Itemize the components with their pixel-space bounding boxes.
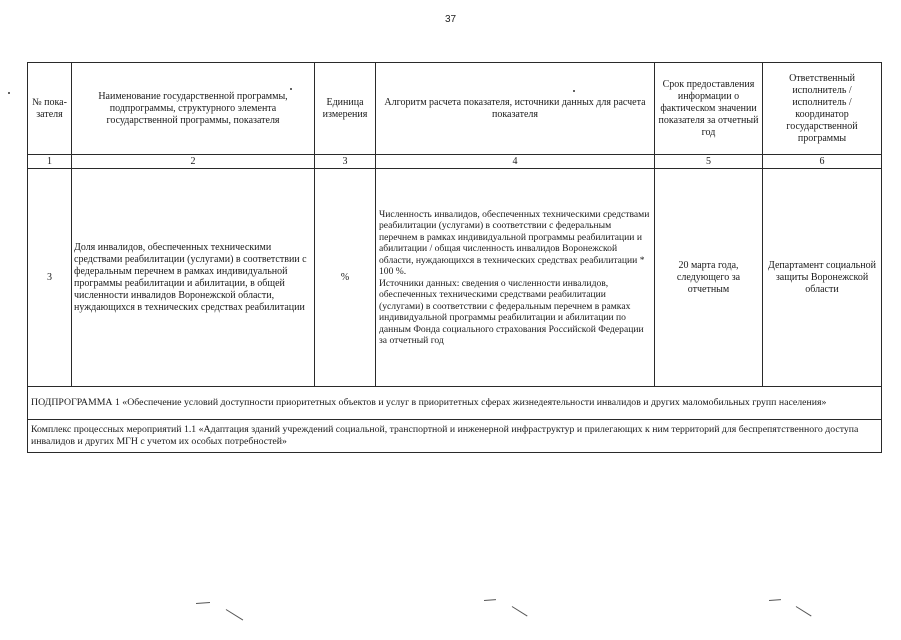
header-algorithm: Алгоритм расчета показателя, источники данных для расчета показателя: [376, 63, 655, 155]
indicator-responsible: Департамент социальной защиты Воронежской области: [763, 169, 882, 387]
indicator-unit: %: [315, 169, 376, 387]
complex-title: Комплекс процессных мероприятий 1.1 «Адаптация зданий учреждений социальной, транспортной и инженерной инфраструктур и прилегающих к ним территорий для беспрепятственного доступа инвалидов и других МГН с учетом их особых потребностей»: [28, 420, 882, 453]
column-number: 2: [72, 155, 315, 169]
column-number: 3: [315, 155, 376, 169]
column-number-row: [28, 155, 882, 169]
column-number: 1: [28, 155, 72, 169]
indicator-number: 3: [28, 169, 72, 387]
scan-artifact: [196, 602, 210, 604]
indicator-sources: Источники данных: сведения о численности инвалидов, обеспеченных техническими средствами реабилитации (услугами) в соответствии с федеральным перечнем в рамках индивидуальной программы реабилитации и абилитации по данным Фонда социального страхования Российской Федерации за отчетный год: [379, 277, 644, 346]
indicators-table: [27, 62, 882, 453]
indicator-algorithm: Численность инвалидов, обеспеченных техническими средствами реабилитации (услугами) в соответствии с федеральным перечнем в рамках индивидуальной программы реабилитации и абилитации / общая численность инвалидов Воронежской области, нуждающихся в технических средствах реабилитации * 100 %.: [379, 208, 650, 277]
indicator-name: Доля инвалидов, обеспеченных техническими средствами реабилитации (услугами) в соответствии с федеральным перечнем в рамках индивидуальной программы реабилитации и абилитации, в общей численности инвалидов Воронежской области, нуждающихся в технических средствах реабилитации: [72, 169, 315, 387]
subprogram-row: [28, 387, 882, 420]
column-number: 6: [763, 155, 882, 169]
page-number: 37: [444, 14, 457, 25]
header-indicator-name: Наименование государственной программы, подпрограммы, структурного элемента государственной программы, показателя: [72, 63, 315, 155]
table-row: [28, 169, 882, 387]
header-unit: Единица измерения: [315, 63, 376, 155]
scan-artifact: [226, 609, 243, 620]
scan-artifact: [769, 599, 781, 601]
indicator-algorithm-cell: [376, 169, 655, 387]
complex-row: [28, 420, 882, 453]
scan-artifact: [512, 606, 528, 616]
subprogram-title: ПОДПРОГРАММА 1 «Обеспечение условий доступности приоритетных объектов и услуг в приоритетных сферах жизнедеятельности инвалидов и других маломобильных групп населения»: [28, 387, 882, 420]
scan-artifact: [796, 606, 812, 616]
header-deadline: Срок предоставления информации о фактическом значении показателя за отчетный год: [655, 63, 763, 155]
table-header-row: [28, 63, 882, 155]
scan-artifact: [484, 599, 496, 601]
column-number: 4: [376, 155, 655, 169]
header-responsible: Ответственный исполнитель / исполнитель / координатор государственной программы: [763, 63, 882, 155]
header-indicator-number: № пока-зателя: [28, 63, 72, 155]
column-number: 5: [655, 155, 763, 169]
scan-speck: [8, 92, 10, 94]
indicator-deadline: 20 марта года, следующего за отчетным: [655, 169, 763, 387]
